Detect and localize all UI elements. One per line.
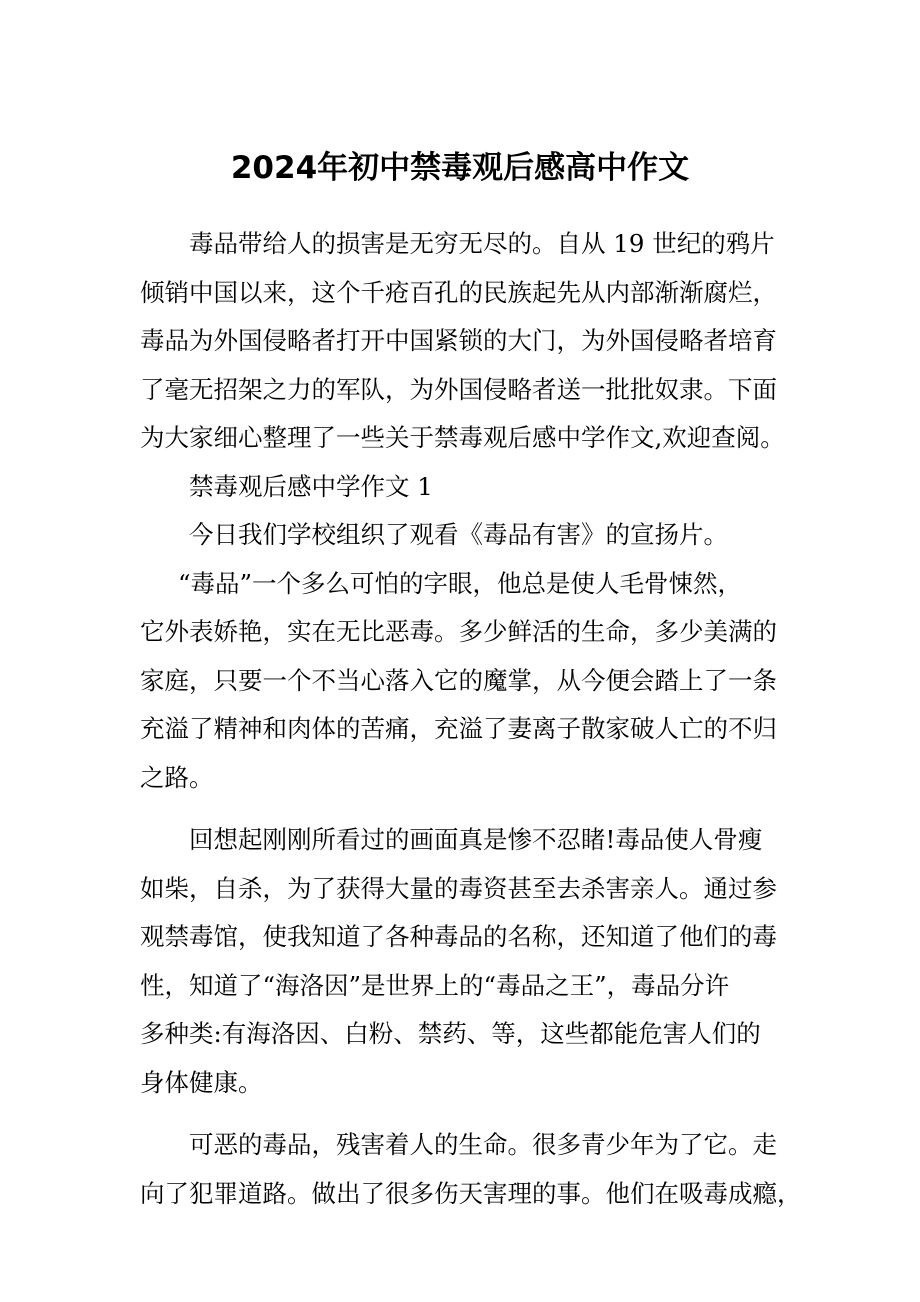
paragraph-gap xyxy=(140,1107,785,1121)
paragraph-line: 为大家细心整理了一些关于禁毒观后感中学作文,欢迎查阅。 xyxy=(140,423,785,452)
paragraph-line: 家庭，只要一个不当心落入它的魔掌，从今便会踏上了一条 xyxy=(140,665,777,695)
paragraph-line: 可恶的毒品，残害着人的生命。很多青少年为了它。走 xyxy=(189,1130,777,1159)
paragraph-line: 了毫无招架之力的军队，为外国侵略者送一批批奴隶。下面 xyxy=(140,374,777,404)
paragraph-line: 毒品带给人的损害是无穷无尽的。自从 19 世纪的鸦片 xyxy=(189,229,775,258)
paragraph-gap xyxy=(140,802,785,816)
paragraph-line: 充溢了精神和肉体的苦痛，充溢了妻离子散家破人亡的不归 xyxy=(140,714,777,743)
paragraph-line: “毒品”一个多么可怕的字眼，他总是使人毛骨悚然， xyxy=(178,568,743,598)
paragraph-line: 如柴，自杀，为了获得大量的毒资甚至去杀害亲人。通过参 xyxy=(140,873,777,903)
paragraph-line: 向了犯罪道路。做出了很多伤天害理的事。他们在吸毒成瘾， xyxy=(140,1178,802,1208)
paragraph-line: 毒品为外国侵略者打开中国紧锁的大门，为外国侵略者培育 xyxy=(140,326,777,355)
paragraph-line: 身体健康。 xyxy=(140,1067,263,1097)
paragraph-line: 它外表娇艳，实在无比恶毒。多少鲜活的生命，多少美满的 xyxy=(140,617,777,646)
document-body xyxy=(140,220,802,1218)
document-title: 2024年初中禁毒观后感高中作文 xyxy=(230,150,690,186)
paragraph-line: 倾销中国以来，这个千疮百孔的民族起先从内部渐渐腐烂， xyxy=(140,277,777,307)
paragraph-line: 之路。 xyxy=(140,762,214,792)
paragraph-line: 观禁毒馆，使我知道了各种毒品的名称，还知道了他们的毒 xyxy=(140,922,777,951)
paragraph-line: 今日我们学校组织了观看《毒品有害》的宣扬片。 xyxy=(189,520,728,549)
paragraph-line: 多种类:有海洛因、白粉、禁药、等，这些都能危害人们的 xyxy=(140,1019,761,1048)
section-heading: 禁毒观后感中学作文 1 xyxy=(189,471,433,501)
paragraph-line: 性，知道了“海洛因”是世界上的“毒品之王”，毒品分许 xyxy=(140,970,730,1000)
paragraph-line: 回想起刚刚所看过的画面真是惨不忍睹!毒品使人骨瘦 xyxy=(189,825,763,854)
